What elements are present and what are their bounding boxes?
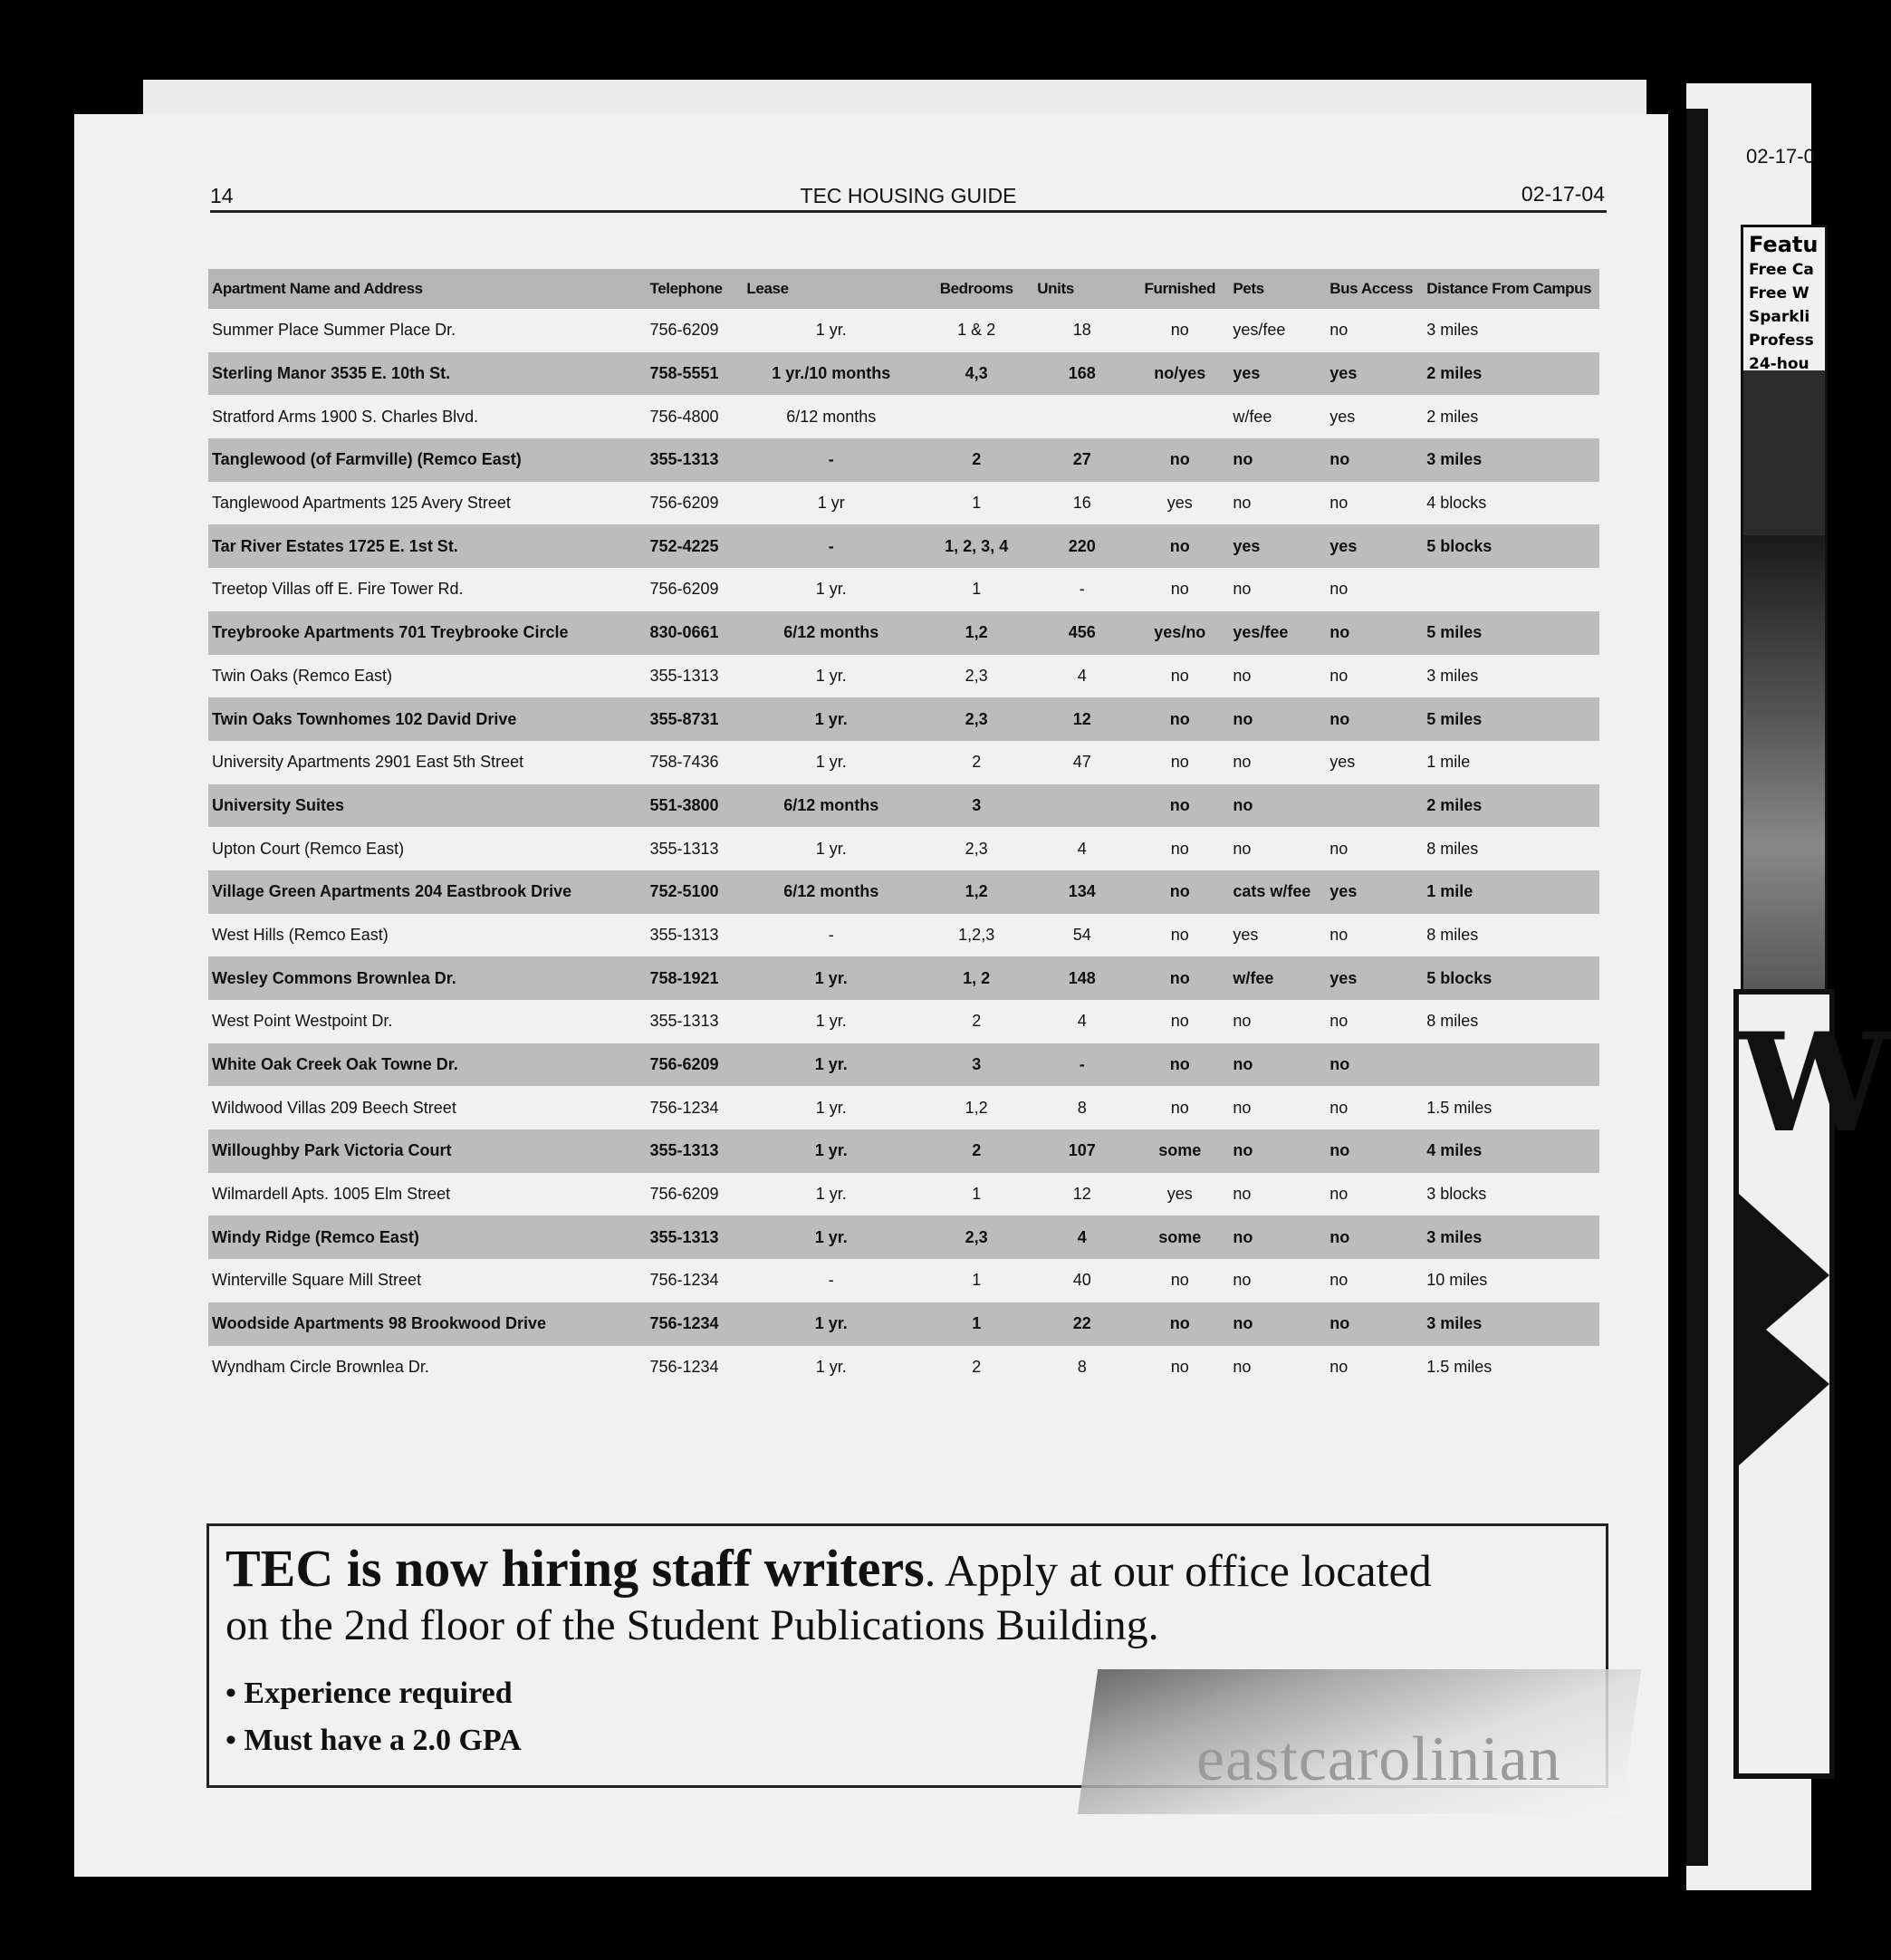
furnished-cell: no [1170,666,1189,685]
apartment-name-cell: Twin Oaks (Remco East) [212,666,393,685]
pets-cell: no [1233,580,1252,599]
distance-cell: 1.5 miles [1426,1357,1493,1376]
lease-cell: 1 yr./10 months [743,352,919,396]
furnished-cell: no [1130,784,1229,828]
pets-cell: no [1233,494,1252,513]
telephone-cell: 355-1313 [646,1215,743,1259]
pets-cell: no [1233,1012,1252,1031]
bedrooms-cell: 1 [972,580,982,599]
furnished-cell: some [1130,1129,1229,1173]
bedrooms-cell [919,395,1033,438]
bus-access-cell: yes [1326,352,1423,396]
column-header: Apartment Name and Address [208,269,646,309]
table-row [208,655,1599,698]
distance-cell: 3 miles [1426,666,1479,685]
furnished-cell: no [1130,438,1229,482]
pets-cell: no [1233,839,1252,858]
pets-cell: no [1233,1098,1252,1117]
feature-line: Free Ca [1749,261,1814,279]
bus-access-cell: no [1329,1012,1349,1031]
apartment-name-cell: Treetop Villas off E. Fire Tower Rd. [212,580,464,599]
table-row [208,1215,1599,1259]
table-row [208,1129,1599,1173]
telephone-cell: 355-1313 [646,1129,743,1173]
table-header-row [208,269,1599,309]
bus-access-cell: no [1326,611,1423,655]
bedrooms-cell: 2,3 [919,697,1033,741]
furnished-cell [1130,395,1229,438]
telephone-cell: 752-5100 [646,870,743,914]
bedrooms-cell: 2 [919,438,1033,482]
units-cell: 220 [1033,524,1130,568]
column-header: Distance From Campus [1423,269,1599,309]
apartment-name-cell: Wilmardell Apts. 1005 Elm Street [212,1185,451,1204]
units-cell: 47 [1072,753,1091,772]
units-cell: 456 [1033,611,1130,655]
apartment-name-cell: Wesley Commons Brownlea Dr. [208,956,646,1000]
distance-cell: 3 miles [1423,1302,1599,1346]
distance-cell: 1 mile [1426,753,1471,772]
telephone-cell: 756-6209 [649,1185,719,1204]
bus-access-cell: no [1329,1098,1349,1117]
pets-cell: yes/fee [1233,321,1286,340]
telephone-cell: 756-4800 [649,407,719,426]
table-row [208,524,1599,568]
bedrooms-cell: 2 [972,753,982,772]
telephone-cell: 756-6209 [649,321,719,340]
apartment-name-cell: Stratford Arms 1900 S. Charles Blvd. [212,407,479,426]
table-body [208,309,1599,1388]
lease-cell: 1 yr. [815,839,847,858]
table-row [208,309,1599,352]
bedrooms-cell: 2,3 [965,839,988,858]
lease-cell: - [828,1271,834,1290]
table-row [208,438,1599,482]
column-header: Furnished [1130,269,1229,309]
lease-cell: 1 yr. [743,1129,919,1173]
telephone-cell: 758-1921 [646,956,743,1000]
table-row [208,395,1599,438]
bus-access-cell: no [1329,1185,1349,1204]
furnished-cell: no [1170,580,1189,599]
units-cell: 4 [1077,666,1087,685]
distance-cell: 5 blocks [1423,956,1599,1000]
apartment-name-cell: Windy Ridge (Remco East) [208,1215,646,1259]
housing-table [208,269,1599,1388]
pets-cell: no [1233,1185,1252,1204]
page-number: 14 [210,184,234,207]
apartment-name-cell: West Point Westpoint Dr. [212,1012,393,1031]
lease-cell: 1 yr. [743,697,919,741]
furnished-cell: no [1170,839,1189,858]
pets-cell: w/fee [1233,407,1272,426]
bedrooms-cell: 1, 2 [919,956,1033,1000]
units-cell: 4 [1033,1215,1130,1259]
bedrooms-cell: 2 [972,1357,982,1376]
apartment-name-cell: Summer Place Summer Place Dr. [212,321,456,340]
adjacent-ad [1733,989,1891,1779]
bus-access-cell: yes [1326,870,1423,914]
units-cell: 16 [1072,494,1091,513]
ad-chevron-graphic [1739,1194,1829,1465]
bus-access-cell: yes [1326,524,1423,568]
telephone-cell: 758-5551 [646,352,743,396]
table-row [208,914,1599,957]
feature-line: Profess [1749,331,1814,350]
bus-access-cell: no [1326,1215,1423,1259]
lease-cell: 1 yr. [743,956,919,1000]
distance-cell: 4 miles [1423,1129,1599,1173]
lease-cell: 1 yr. [815,580,847,599]
bedrooms-cell: 1 [972,1185,982,1204]
adjacent-page-date: 02-17-0 [1746,145,1815,168]
furnished-cell: yes/no [1130,611,1229,655]
telephone-cell: 756-1234 [649,1271,719,1290]
telephone-cell: 355-1313 [649,839,719,858]
furnished-cell: no [1130,697,1229,741]
distance-cell: 5 blocks [1423,524,1599,568]
units-cell: 134 [1033,870,1130,914]
ad-headline [226,1537,1432,1602]
units-cell [1033,395,1130,438]
pets-cell: no [1229,438,1326,482]
pets-cell: no [1233,666,1252,685]
units-cell: 168 [1033,352,1130,396]
distance-cell: 10 miles [1426,1271,1488,1290]
apartment-name-cell: Upton Court (Remco East) [212,839,405,858]
bus-access-cell [1326,784,1423,828]
table-row [208,827,1599,870]
bedrooms-cell: 4,3 [919,352,1033,396]
distance-cell: 2 miles [1423,784,1599,828]
units-cell: 12 [1033,697,1130,741]
bedrooms-cell: 2 [972,1012,982,1031]
lease-cell: 1 yr. [815,1357,847,1376]
table-row [208,1086,1599,1129]
lease-cell: 1 yr. [815,1098,847,1117]
bedrooms-cell: 1, 2, 3, 4 [919,524,1033,568]
pets-cell: no [1229,1043,1326,1087]
distance-cell: 4 blocks [1426,494,1487,513]
column-header: Bus Access [1326,269,1423,309]
table-row [208,1000,1599,1043]
furnished-cell: no [1130,870,1229,914]
bus-access-cell: no [1329,666,1349,685]
apartment-name-cell: Village Green Apartments 204 Eastbrook Drive [208,870,646,914]
distance-cell: 8 miles [1426,925,1479,944]
feature-list [1743,227,1825,373]
apartment-name-cell: White Oak Creek Oak Towne Dr. [208,1043,646,1087]
apartment-name-cell: West Hills (Remco East) [212,925,389,944]
distance-cell: 8 miles [1426,1012,1479,1031]
telephone-cell: 551-3800 [646,784,743,828]
page-divider-bar [1686,109,1708,1866]
distance-cell: 5 miles [1423,611,1599,655]
furnished-cell: yes [1166,494,1193,513]
pets-cell: yes/fee [1229,611,1326,655]
bedrooms-cell: 1,2 [919,870,1033,914]
units-cell: 18 [1072,321,1091,340]
lease-cell: 1 yr. [743,1043,919,1087]
units-cell: - [1079,580,1085,599]
table-row [208,784,1599,828]
apartment-name-cell: Winterville Square Mill Street [212,1271,422,1290]
telephone-cell: 355-1313 [646,438,743,482]
telephone-cell: 756-6209 [646,1043,743,1087]
ad-big-letter: W [1739,1004,1891,1163]
bus-access-cell: no [1329,839,1349,858]
furnished-cell: no [1130,524,1229,568]
bus-access-cell: no [1329,1271,1349,1290]
distance-cell: 1.5 miles [1426,1098,1493,1117]
apartment-name-cell: Willoughby Park Victoria Court [208,1129,646,1173]
lease-cell: - [743,524,919,568]
telephone-cell: 756-1234 [649,1098,719,1117]
units-cell: 148 [1033,956,1130,1000]
distance-cell: 8 miles [1426,839,1479,858]
telephone-cell: 830-0661 [646,611,743,655]
adjacent-page [1686,83,1891,1890]
apartment-name-cell: Tar River Estates 1725 E. 1st St. [208,524,646,568]
page-header [210,178,1607,213]
furnished-cell: no [1170,925,1189,944]
units-cell [1033,784,1130,828]
table-row [208,352,1599,396]
ad-headline-rest: . Apply at our office located [924,1545,1432,1596]
telephone-cell: 752-4225 [646,524,743,568]
pets-cell: yes [1229,524,1326,568]
distance-cell: 2 miles [1423,352,1599,396]
table-row [208,1346,1599,1389]
apartment-name-cell: Sterling Manor 3535 E. 10th St. [208,352,646,396]
apartment-name-cell: University Apartments 2901 East 5th Street [212,753,524,772]
pets-cell: no [1229,1129,1326,1173]
distance-cell [1423,568,1599,611]
feature-photo [1743,535,1825,1052]
units-cell: 22 [1033,1302,1130,1346]
eastcarolinian-logo: eastcarolinian [1196,1725,1561,1794]
hiring-ad [206,1523,1608,1794]
ad-bullet: • Must have a 2.0 GPA [226,1724,522,1757]
units-cell: 54 [1072,925,1091,944]
column-header: Bedrooms [919,269,1033,309]
table-row [208,1259,1599,1302]
telephone-cell: 355-8731 [646,697,743,741]
lease-cell: 1 yr. [743,1215,919,1259]
page-date: 02-17-04 [1521,182,1605,206]
lease-cell: - [828,925,834,944]
apartment-name-cell: Wildwood Villas 209 Beech Street [212,1098,456,1117]
bus-access-cell: no [1329,494,1349,513]
pets-cell: no [1233,1271,1252,1290]
bus-access-cell: no [1329,1357,1349,1376]
distance-cell: 1 mile [1423,870,1599,914]
telephone-cell: 756-6209 [649,580,719,599]
furnished-cell: yes [1166,1185,1193,1204]
units-cell: 4 [1077,1012,1087,1031]
table-row [208,611,1599,655]
pets-cell: no [1229,1215,1326,1259]
column-header: Units [1033,269,1130,309]
bedrooms-cell: 2 [919,1129,1033,1173]
bus-access-cell: no [1329,580,1349,599]
bus-access-cell: no [1326,1129,1423,1173]
units-cell: 8 [1077,1357,1087,1376]
telephone-cell: 758-7436 [649,753,719,772]
furnished-cell: no [1170,1271,1189,1290]
bedrooms-cell: 1 [972,1271,982,1290]
distance-cell: 5 miles [1423,697,1599,741]
distance-cell: 3 miles [1423,438,1599,482]
lease-cell: 1 yr. [743,1302,919,1346]
feature-line: 24-hou [1749,355,1809,373]
lease-cell: 1 yr [817,494,845,513]
ad-location-line: on the 2nd floor of the Student Publications Building. [226,1601,1159,1649]
telephone-cell: 355-1313 [649,925,719,944]
bus-access-cell: no [1329,925,1349,944]
lease-cell: 1 yr. [815,666,847,685]
lease-cell: 1 yr. [815,753,847,772]
apartment-name-cell: Tanglewood (of Farmville) (Remco East) [208,438,646,482]
lease-cell: 6/12 months [786,407,877,426]
feature-line: Sparkli [1749,308,1810,326]
furnished-cell: no [1130,956,1229,1000]
pets-cell: cats w/fee [1229,870,1326,914]
pets-cell: no [1229,784,1326,828]
units-cell: 12 [1072,1185,1091,1204]
bedrooms-cell: 2,3 [919,1215,1033,1259]
column-header: Lease [743,269,919,309]
units-cell: 40 [1072,1271,1091,1290]
telephone-cell: 355-1313 [649,1012,719,1031]
distance-cell [1423,1043,1599,1087]
apartment-name-cell: Treybrooke Apartments 701 Treybrooke Circle [208,611,646,655]
units-cell: 4 [1077,839,1087,858]
apartment-name-cell: Twin Oaks Townhomes 102 David Drive [208,697,646,741]
bus-access-cell: no [1326,1043,1423,1087]
units-cell: - [1033,1043,1130,1087]
bedrooms-cell: 2,3 [965,666,988,685]
feature-line: Free W [1749,284,1809,303]
pets-cell: no [1229,697,1326,741]
bus-access-cell: no [1326,438,1423,482]
furnished-cell: some [1130,1215,1229,1259]
furnished-cell: no [1170,1357,1189,1376]
distance-cell: 3 miles [1426,321,1479,340]
ad-headline-bold: TEC is now hiring staff writers [226,1539,925,1598]
pets-cell: yes [1233,925,1259,944]
units-cell: 27 [1033,438,1130,482]
lease-cell: 1 yr. [815,1185,847,1204]
column-header: Pets [1229,269,1326,309]
table-row [208,1043,1599,1087]
bedrooms-cell: 1,2,3 [958,925,995,944]
table-row [208,870,1599,914]
lease-cell: 1 yr. [815,321,847,340]
pets-cell: no [1233,753,1252,772]
ad-bullet: • Experience required [226,1677,513,1710]
bus-access-cell: yes [1326,956,1423,1000]
distance-cell: 3 miles [1423,1215,1599,1259]
bedrooms-cell: 1 [972,494,982,513]
bedrooms-cell: 1,2 [919,611,1033,655]
table-row [208,482,1599,525]
furnished-cell: no [1170,1012,1189,1031]
lease-cell: - [743,438,919,482]
telephone-cell: 756-6209 [649,494,719,513]
lease-cell: 6/12 months [743,870,919,914]
telephone-cell: 756-1234 [649,1357,719,1376]
table-row [208,697,1599,741]
feature-box [1741,225,1828,1058]
units-cell: 8 [1077,1098,1087,1117]
lease-cell: 1 yr. [815,1012,847,1031]
bedrooms-cell: 3 [919,1043,1033,1087]
furnished-cell: no/yes [1130,352,1229,396]
table-row [208,1173,1599,1216]
pets-cell: no [1229,1302,1326,1346]
pets-cell: yes [1229,352,1326,396]
bus-access-cell: no [1329,321,1349,340]
page-title: TEC HOUSING GUIDE [800,184,1017,207]
lease-cell: 6/12 months [743,784,919,828]
column-header: Telephone [646,269,743,309]
lease-cell: 6/12 months [743,611,919,655]
bedrooms-cell: 1,2 [965,1098,988,1117]
bedrooms-cell: 1 [919,1302,1033,1346]
furnished-cell: no [1130,1302,1229,1346]
apartment-name-cell: Woodside Apartments 98 Brookwood Drive [208,1302,646,1346]
units-cell: 107 [1033,1129,1130,1173]
bus-access-cell: yes [1329,407,1356,426]
feature-title: Featu [1749,232,1819,257]
table-row [208,568,1599,611]
apartment-name-cell: Wyndham Circle Brownlea Dr. [212,1357,429,1376]
furnished-cell: no [1130,1043,1229,1087]
furnished-cell: no [1170,321,1189,340]
telephone-cell: 355-1313 [649,666,719,685]
bus-access-cell: yes [1329,753,1356,772]
table-row [208,956,1599,1000]
pets-cell: w/fee [1229,956,1326,1000]
bus-access-cell: no [1326,1302,1423,1346]
bedrooms-cell: 1 & 2 [957,321,996,340]
distance-cell: 3 blocks [1426,1185,1487,1204]
furnished-cell: no [1170,1098,1189,1117]
table-row [208,741,1599,784]
pets-cell: no [1233,1357,1252,1376]
telephone-cell: 756-1234 [646,1302,743,1346]
bedrooms-cell: 3 [919,784,1033,828]
distance-cell: 2 miles [1426,407,1479,426]
bus-access-cell: no [1326,697,1423,741]
table-row [208,1302,1599,1346]
apartment-name-cell: University Suites [208,784,646,828]
apartment-name-cell: Tanglewood Apartments 125 Avery Street [212,494,511,513]
furnished-cell: no [1170,753,1189,772]
